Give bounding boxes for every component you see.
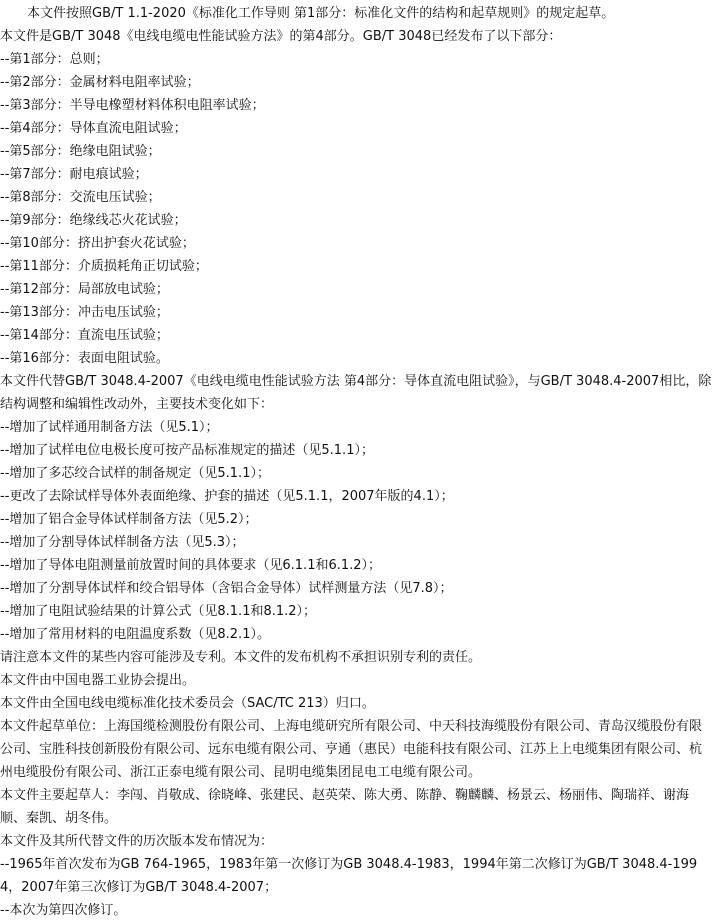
list-item: --第10部分：挤出护套火花试验； bbox=[0, 236, 195, 251]
history-paragraph: --1965年首次发布为GB 764-1965，1983年第一次修订为GB 3048.4-1983，1994年第二次修订为GB/T 3048.4-1994，2007年第三次修订为GB/T 3048.4-2007； bbox=[0, 857, 698, 895]
list-item: --增加了常用材料的电阻温度系数（见8.2.1）。 bbox=[0, 627, 270, 642]
list-item: --第5部分：绝缘电阻试验； bbox=[0, 144, 161, 159]
list-item: --第13部分：冲击电压试验； bbox=[0, 305, 169, 320]
drafting-units-paragraph: 本文件起草单位：上海国缆检测股份有限公司、上海电缆研究所有限公司、中天科技海缆股份有限公司、青岛汉缆股份有限公司、宝胜科技创新股份有限公司、远东电缆有限公司、亨通（惠民）电能科技有限公司、江苏上上电缆集团有限公司、杭州电缆股份有限公司、浙江正泰电缆有限公司、昆明电缆集团昆电工电缆有限公司。 bbox=[0, 719, 703, 780]
history-intro-paragraph: 本文件及其所代替文件的历次版本发布情况为： bbox=[0, 834, 274, 849]
foreword-document bbox=[0, 2, 714, 922]
centralizing-committee-paragraph: 本文件由全国电线电缆标准化技术委员会（SAC/TC 213）归口。 bbox=[0, 696, 375, 711]
list-item: --第14部分：直流电压试验； bbox=[0, 328, 169, 343]
list-item: --增加了铝合金导体试样制备方法（见5.2）； bbox=[0, 512, 258, 527]
technical-changes-list bbox=[0, 416, 714, 646]
proposer-paragraph: 本文件由中国电器工业协会提出。 bbox=[0, 673, 196, 688]
drafters-paragraph: 本文件主要起草人：李闯、肖敬成、徐晓峰、张建民、赵英荣、陈大勇、陈静、鞠麟麟、杨景云、杨丽伟、陶瑞祥、谢海顺、秦凯、胡冬伟。 bbox=[0, 788, 690, 826]
list-item: --第4部分：导体直流电阻试验； bbox=[0, 121, 187, 136]
list-item: --第16部分：表面电阻试验。 bbox=[0, 351, 169, 366]
list-item: --更改了去除试样导体外表面绝缘、护套的描述（见5.1.1，2007年版的4.1）； bbox=[0, 489, 454, 504]
list-item: --第3部分：半导电橡塑材料体积电阻率试验； bbox=[0, 98, 265, 113]
list-item: --增加了试样通用制备方法（见5.1）； bbox=[0, 420, 219, 435]
list-item: --增加了试样电位电极长度可按产品标准规定的描述（见5.1.1）； bbox=[0, 443, 374, 458]
list-item: --第1部分：总则； bbox=[0, 52, 109, 67]
published-parts-list bbox=[0, 48, 714, 370]
list-item: --增加了电阻试验结果的计算公式（见8.1.1和8.1.2）； bbox=[0, 604, 317, 619]
current-revision-paragraph: --本次为第四次修订。 bbox=[0, 903, 127, 918]
list-item: --增加了导体电阻测量前放置时间的具体要求（见6.1.1和6.1.2）； bbox=[0, 558, 382, 573]
drafting-basis-paragraph: 本文件按照GB/T 1.1-2020《标准化工作导则 第1部分：标准化文件的结构和起草规则》的规定起草。 bbox=[27, 6, 615, 21]
list-item: --第12部分：局部放电试验； bbox=[0, 282, 169, 297]
list-item: --增加了分割导体试样和绞合铝导体（含铝合金导体）试样测量方法（见7.8）； bbox=[0, 581, 453, 596]
patent-notice-paragraph: 请注意本文件的某些内容可能涉及专利。本文件的发布机构不承担识别专利的责任。 bbox=[0, 650, 482, 665]
list-item: --第7部分：耐电痕试验； bbox=[0, 167, 148, 182]
replacement-statement-paragraph: 本文件代替GB/T 3048.4-2007《电线电缆电性能试验方法 第4部分：导体直流电阻试验》，与GB/T 3048.4-2007相比，除结构调整和编辑性改动外，主要技术变化如下： bbox=[0, 374, 712, 412]
list-item: --第8部分：交流电压试验； bbox=[0, 190, 161, 205]
list-item: --第11部分：介质损耗角正切试验； bbox=[0, 259, 208, 274]
list-item: --第9部分：绝缘线芯火花试验； bbox=[0, 213, 187, 228]
list-item: --增加了多芯绞合试样的制备规定（见5.1.1）； bbox=[0, 466, 270, 481]
list-item: --第2部分：金属材料电阻率试验； bbox=[0, 75, 200, 90]
series-statement-paragraph: 本文件是GB/T 3048《电线电缆电性能试验方法》的第4部分。GB/T 3048已经发布了以下部分： bbox=[0, 29, 562, 44]
list-item: --增加了分割导体试样制备方法（见5.3）； bbox=[0, 535, 245, 550]
